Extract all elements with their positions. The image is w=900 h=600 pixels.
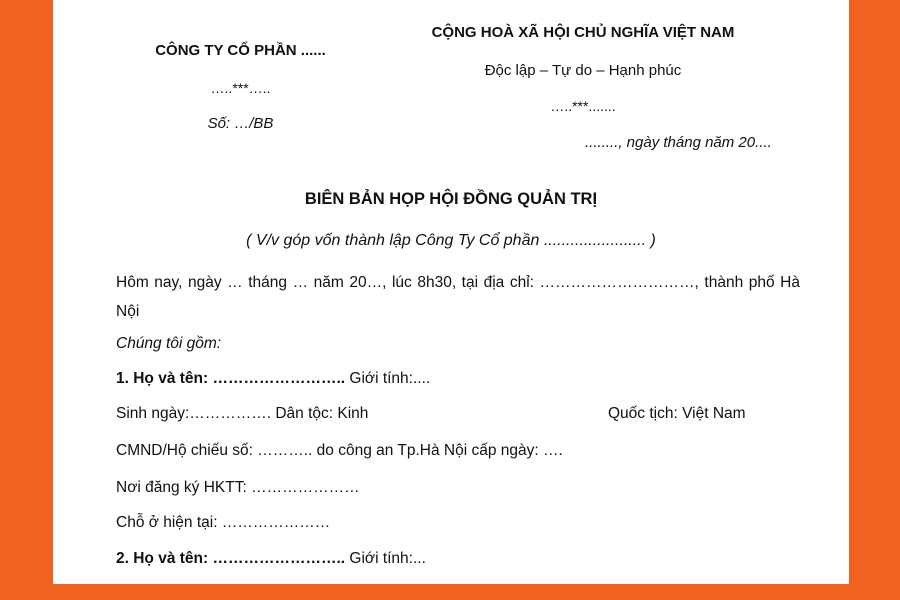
member2-name-line <box>116 550 426 568</box>
member1-birth: Sinh ngày:……………. Dân tộc: Kinh <box>116 405 369 422</box>
we-include-label: Chúng tôi gồm: <box>116 335 222 352</box>
member1-residence: Chỗ ở hiện tại: ………………… <box>116 514 331 531</box>
member2-gender: Giới tính:... <box>345 550 426 567</box>
company-name: CÔNG TY CỔ PHẦN ...... <box>155 42 326 59</box>
member1-name-label: 1. Họ và tên: …………………….. <box>116 370 346 387</box>
member1-name-line <box>116 370 430 388</box>
intro-paragraph: Hôm nay, ngày … tháng … năm 20…, lúc 8h30, tại địa chỉ: …………………………, thành phố Hà Nội <box>116 274 800 320</box>
member2-name-label: 2. Họ và tên: …………………….. <box>116 550 346 567</box>
member1-id: CMND/Hộ chiếu số: ……….. do công an Tp.Hà Nội cấp ngày: …. <box>116 442 563 459</box>
national-motto: Độc lập – Tự do – Hạnh phúc <box>484 62 682 79</box>
left-separator: …..***….. <box>210 80 271 96</box>
document-subtitle: ( V/v góp vốn thành lập Công Ty Cổ phần ....................... ) <box>246 232 656 249</box>
member1-nationality: Quốc tịch: Việt Nam <box>608 405 746 422</box>
national-title: CỘNG HOÀ XÃ HỘI CHỦ NGHĨA VIỆT NAM <box>431 24 735 41</box>
member1-gender: Giới tính:.... <box>345 370 431 387</box>
document-number: Số: …/BB <box>207 115 274 132</box>
document-title: BIÊN BẢN HỌP HỘI ĐỒNG QUẢN TRỊ <box>304 190 598 208</box>
document-page <box>53 0 849 584</box>
right-separator: …..***....... <box>550 98 616 114</box>
member1-hktt: Nơi đăng ký HKTT: ………………… <box>116 479 360 496</box>
place-date: ........, ngày tháng năm 20.... <box>585 134 772 151</box>
